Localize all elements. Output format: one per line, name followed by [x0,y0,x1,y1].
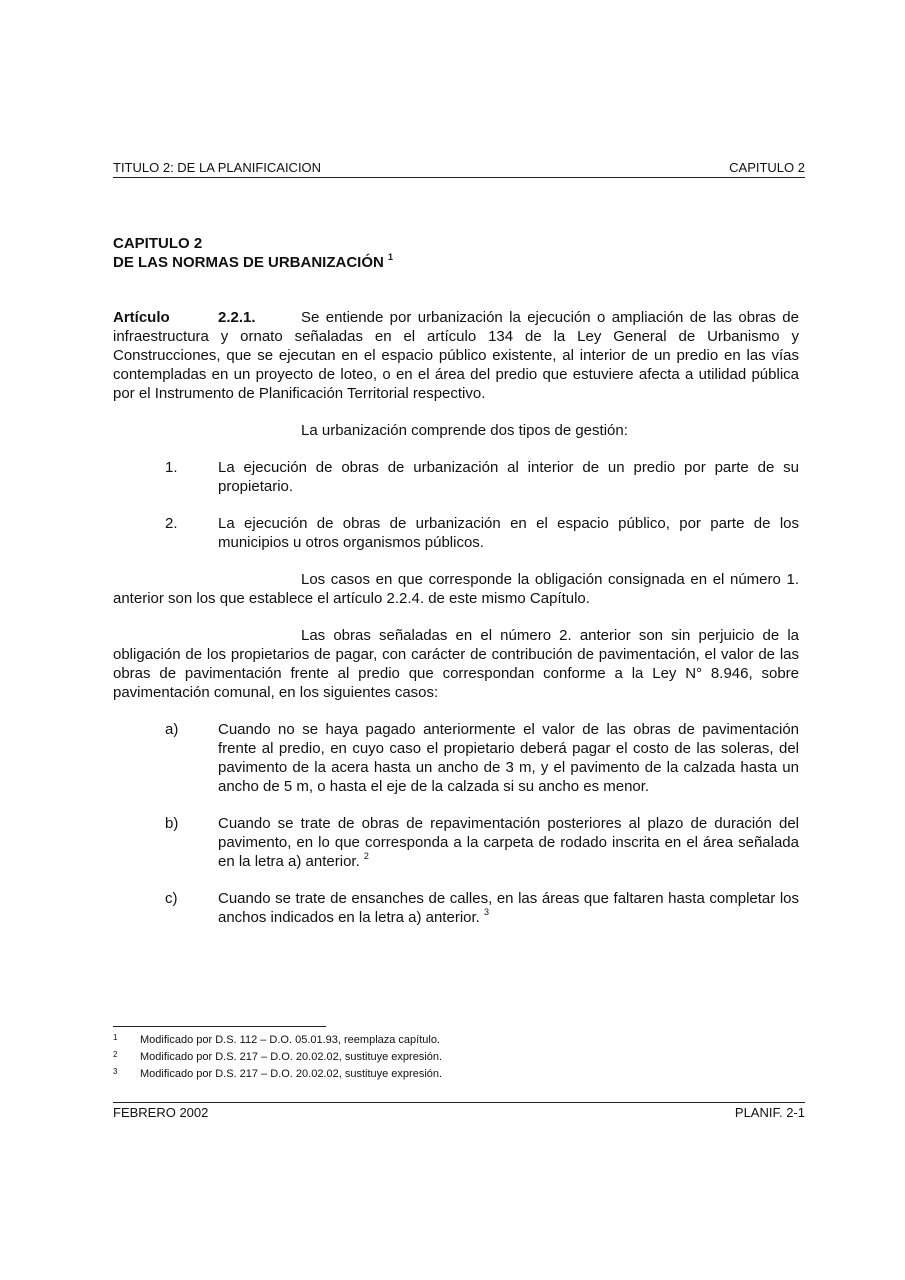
footnote [113,1032,442,1049]
footer-date: FEBRERO 2002 [113,1105,209,1120]
article-number: 2.2.1. [218,309,256,326]
footnote-divider [113,1026,326,1027]
footnote-text: Modificado por D.S. 112 – D.O. 05.01.93, reemplaza capítulo. [140,1034,441,1046]
list-marker: b) [165,815,179,832]
article-paragraph [113,308,799,403]
list-item [113,814,799,871]
list-marker: c) [165,890,178,907]
footnote-number: 2 [113,1050,118,1059]
footnote-ref: 1 [388,252,394,262]
chapter-number: CAPITULO 2 [113,235,203,252]
footnote-text: Modificado por D.S. 217 – D.O. 20.02.02, sustituye expresión. [140,1068,443,1080]
footnote [113,1066,442,1083]
footnote-number: 1 [113,1033,118,1042]
list-text: La ejecución de obras de urbanización al interior de un predio por parte de su propietario. [218,459,799,495]
article-label: Artículo [113,309,170,326]
footnote-ref: 3 [484,907,490,917]
footnote-number: 3 [113,1067,118,1076]
list-marker: 2. [165,515,178,532]
header-chapter: CAPITULO 2 [729,160,805,175]
list-item [113,720,799,796]
footnote-text: Modificado por D.S. 217 – D.O. 20.02.02, sustituye expresión. [140,1051,443,1063]
page-header [113,160,805,178]
page-footer [113,1102,805,1120]
list-marker: a) [165,721,179,738]
footnote [113,1049,442,1066]
list-item [113,889,799,927]
chapter-title: DE LAS NORMAS DE URBANIZACIÓN [113,254,384,271]
article-body [113,308,799,927]
list-item [113,458,799,496]
paragraph: Las obras señaladas en el número 2. anterior son sin perjuicio de la obligación de los propietarios de pagar, con carácter de contribución de pavimentación, el valor de las obras de pavimentación frente al predio que correspondan conforme a la Ley N° 8.946, sobre pavimentación comunal, en los siguientes casos: [113,627,799,701]
paragraph: Los casos en que corresponde la obligación consignada en el número 1. anterior son los que establece el artículo 2.2.4. de este mismo Capítulo. [113,571,799,607]
list-marker: 1. [165,459,178,476]
footnotes [113,1032,442,1083]
list-text: La ejecución de obras de urbanización en el espacio público, por parte de los municipios u otros organismos públicos. [218,515,799,551]
footer-page-number: PLANIF. 2-1 [734,1105,805,1120]
article-text: Se entiende por urbanización la ejecución o ampliación de las obras de infraestructura y ornato señaladas en el artículo 134 de la Ley General de Urbanismo y Construcciones, que se ejecutan en el espacio público existente, al interior de un predio en las vías contempladas en un proyecto de loteo, o en el área del predio que estuviere afecta a utilidad pública por el Instrumento de Planificación Territorial respectivo. [113,309,799,402]
chapter-heading [113,234,393,272]
list-text: Cuando se trate de ensanches de calles, en las áreas que faltaren hasta completar los anchos indicados en la letra a) anterior. $^3$ [218,890,799,926]
footnote-ref: 2 [363,851,369,861]
document-page [113,0,805,1280]
intro-text: La urbanización comprende dos tipos de gestión: [301,422,628,439]
header-title: TITULO 2: DE LA PLANIFICAICION [113,160,322,175]
list-text: Cuando se trate de obras de repavimentación posteriores al plazo de duración del pavimento, en lo que corresponda a la carpeta de rodado inscrita en el área señalada en la letra a) anterior. $^2$ [218,815,799,870]
chapter-title-line [113,253,393,272]
list-item [113,514,799,552]
list-text: Cuando no se haya pagado anteriormente el valor de las obras de pavimentación frente al predio, en cuyo caso el propietario deberá pagar el costo de las soleras, del pavimento de la acera hasta un ancho de 3 m, y el pavimento de la calzada hasta un ancho de 5 m, o hasta el eje de la calzada si su ancho es menor. [218,721,799,795]
